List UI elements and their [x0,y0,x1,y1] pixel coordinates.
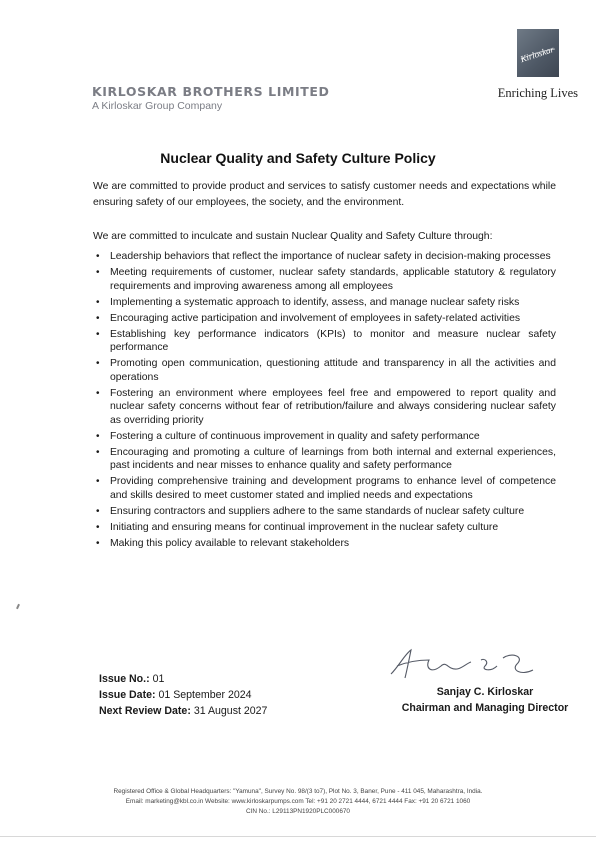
footer-address: Registered Office & Global Headquarters: "Yamuna", Survey No. 98/(3 to7), Plot No. 3, Baner, Pune - 411 045, Maharashtra, India. [113,788,483,795]
company-subtitle: A Kirloskar Group Company [92,100,223,112]
list-item-text: Implementing a systematic approach to identify, assess, and manage nuclear safety risks [110,296,520,308]
list-item-text: Making this policy available to relevant stakeholders [110,537,350,549]
list-item-text: Establishing key performance indicators (KPIs) to monitor and measure nuclear safety performance [110,328,556,354]
intro-paragraph: We are committed to provide product and services to satisfy customer needs and expectations while ensuring safety of our employees, the society, and the environment. [93,181,556,208]
list-item [93,357,556,384]
list-item [93,387,556,428]
list-item-text: Providing comprehensive training and development programs to enhance level of competence and skills desired to meet customer stated and implied needs and expectations [110,476,556,502]
bullet-icon: • [96,312,100,324]
intro-lead: We are committed to inculcate and sustain Nuclear Quality and Safety Culture through: [93,231,493,242]
signature [385,644,545,684]
list-item [93,296,556,310]
list-item-text: Leadership behaviors that reflect the importance of nuclear safety in decision-making processes [110,251,551,262]
bullet-icon: • [96,296,100,308]
svg-text:Kirloskar: Kirloskar [519,44,556,65]
tagline: Enriching Lives [497,86,578,100]
review-date-value: 31 August 2027 [193,705,268,717]
bullet-icon: • [96,430,100,442]
list-item [93,328,556,355]
list-item-text: Initiating and ensuring means for continual improvement in the nuclear safety culture [110,521,499,533]
scan-mark [16,604,20,609]
list-item-text: Promoting open communication, questioning attitude and transparency in all the activities and operations [110,358,556,383]
list-item [93,266,556,293]
company-name: KIRLOSKAR BROTHERS LIMITED [92,84,330,99]
issue-number-label: Issue No.: [99,673,150,685]
list-item-text: Fostering a culture of continuous improvement in quality and safety performance [110,430,480,442]
issue-date [99,687,252,703]
list-item [93,446,556,473]
bullet-icon: • [96,387,100,399]
bullet-icon: • [96,358,100,370]
list-item [93,475,556,502]
list-item [93,312,556,326]
list-item-text: Fostering an environment where employees feel free and empowered to report quality and nuclear safety concerns without fear of retribution/failure and always considering nuclear safety as overriding priority [110,387,556,426]
bullet-icon: • [96,266,100,278]
list-item-text: Encouraging and promoting a culture of learnings from both internal and external experiences, past incidents and near misses to enhance quality and safety performance [110,446,556,472]
issue-number [99,671,164,687]
bullet-icon: • [96,521,100,533]
bottom-divider [0,836,596,837]
list-item [93,250,556,264]
next-review-date [99,703,267,719]
bullet-icon: • [96,537,100,549]
issue-date-label: Issue Date: [99,689,156,701]
footer-contact: Email: marketing@kbl.co.in Website: www.kirloskarpumps.com Tel: +91 20 2721 4444, 6721 4444 Fax: +91 20 6721 1060 [125,798,471,805]
list-item-text: Encouraging active participation and involvement of employees in safety-related activities [110,312,521,324]
issue-number-value: 01 [152,673,165,685]
issue-date-value: 01 September 2024 [158,689,252,701]
bullet-icon: • [96,476,100,488]
list-item [93,505,556,519]
list-item [93,430,556,444]
bullet-icon: • [96,446,100,458]
page-title: Nuclear Quality and Safety Culture Policy [160,150,436,166]
signer-name: Sanjay C. Kirloskar [436,686,534,698]
kirloskar-logo [517,29,559,77]
bullet-icon: • [96,506,100,517]
footer-cin: CIN No.: L29113PN1920PLC000670 [246,808,350,815]
list-item-text: Meeting requirements of customer, nuclear safety standards, applicable statutory & regulatory requirements and improving awareness among all employees [110,266,556,292]
review-date-label: Next Review Date: [99,705,191,717]
signer-title: Chairman and Managing Director [401,702,569,714]
policy-list [93,250,556,553]
bullet-icon: • [96,328,100,340]
list-item [93,521,556,535]
bullet-icon: • [96,251,100,262]
list-item-text: Ensuring contractors and suppliers adhere to the same standards of nuclear safety culture [110,506,525,517]
list-item [93,537,556,551]
